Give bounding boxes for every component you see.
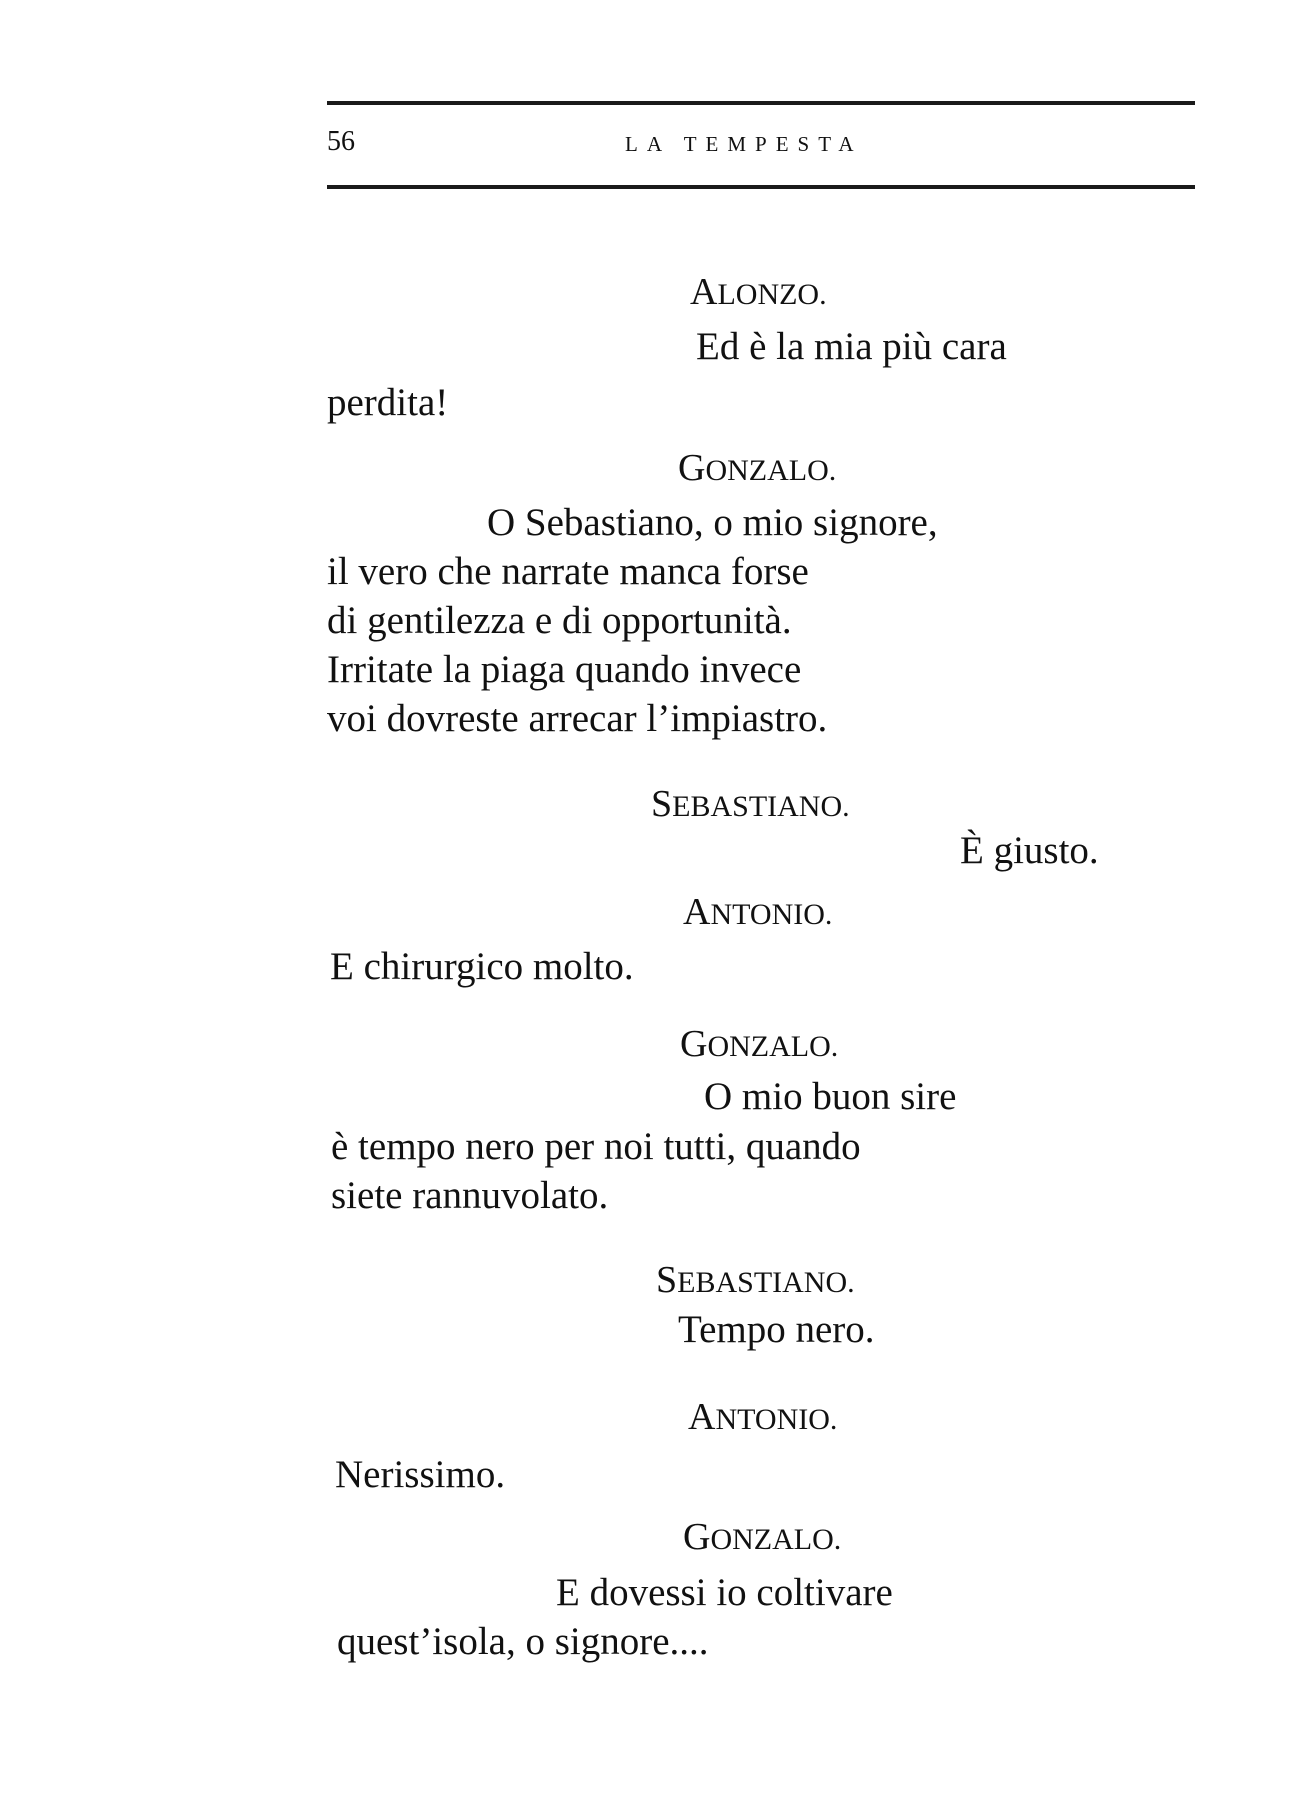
verse-line: il vero che narrate manca forse xyxy=(327,550,809,593)
verse-line: è tempo nero per noi tutti, quando xyxy=(331,1125,861,1168)
speaker-gonzalo: GONZALO. xyxy=(683,1516,842,1558)
verse-line: Ed è la mia più cara xyxy=(696,325,1007,368)
speaker-antonio: ANTONIO. xyxy=(683,891,833,933)
verse-line: voi dovreste arrecar l’impiastro. xyxy=(327,697,828,740)
verse-line: O Sebastiano, o mio signore, xyxy=(487,501,938,544)
verse-line: Nerissimo. xyxy=(335,1453,506,1496)
verse-line: quest’isola, o signore.... xyxy=(337,1620,709,1663)
speaker-gonzalo: GONZALO. xyxy=(680,1023,839,1065)
verse-line: Irritate la piaga quando invece xyxy=(327,648,802,691)
verse-line: O mio buon sire xyxy=(704,1075,957,1118)
speaker-sebastiano: SEBASTIANO. xyxy=(656,1259,855,1301)
header-rule-top xyxy=(327,101,1195,105)
speaker-sebastiano: SEBASTIANO. xyxy=(651,783,850,825)
speaker-alonzo: ALONZO. xyxy=(690,271,827,313)
verse-line: E dovessi io coltivare xyxy=(556,1571,893,1614)
verse-line: Tempo nero. xyxy=(678,1308,875,1351)
verse-line: E chirurgico molto. xyxy=(330,945,634,988)
running-title: LA TEMPESTA xyxy=(625,132,863,156)
speaker-antonio: ANTONIO. xyxy=(688,1396,838,1438)
verse-line: È giusto. xyxy=(960,829,1099,872)
verse-line: di gentilezza e di opportunità. xyxy=(327,599,792,642)
verse-line: siete rannuvolato. xyxy=(331,1174,609,1217)
header-rule-bottom xyxy=(327,185,1195,189)
verse-line: perdita! xyxy=(327,381,449,424)
page-number: 56 xyxy=(327,126,355,157)
speaker-gonzalo: GONZALO. xyxy=(678,447,837,489)
